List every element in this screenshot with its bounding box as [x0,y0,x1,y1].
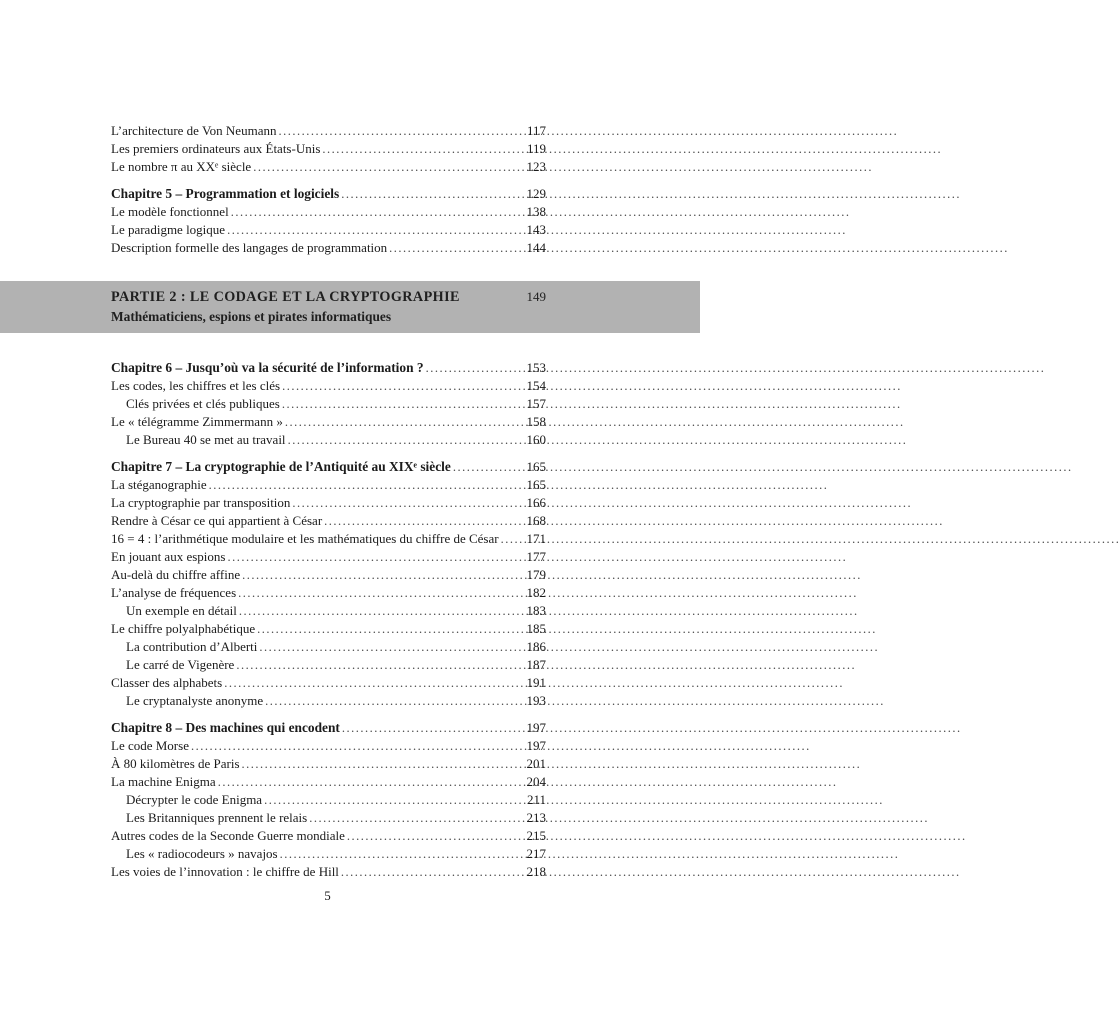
toc-entry-page-number: 197 [526,720,546,735]
toc-entry-page-number: 157 [526,396,546,411]
dot-leader [280,845,525,863]
part-page-number: 149 [526,289,546,304]
dot-leader [227,548,524,566]
dot-leader [238,584,524,602]
toc-entry-row [111,548,546,566]
dot-leader [341,185,524,203]
toc-entry-label: Autres codes de la Seconde Guerre mondiale [111,828,345,843]
toc-entry-page-number: 119 [526,141,546,156]
toc-entry-row [111,584,546,602]
dot-leader [324,512,524,530]
dot-leader [218,773,525,791]
dot-leader [253,158,524,176]
dot-leader [282,377,524,395]
dot-leader [236,656,524,674]
toc-entry-row [111,140,546,158]
toc-entry-label: La cryptographie par transposition [111,495,291,510]
toc-entry-label: Chapitre 7 – La cryptographie de l’Antiquité au XIXᵉ siècle [111,459,451,474]
toc-entry-page-number: 185 [526,621,546,636]
toc-entry-row [111,413,546,431]
toc-entry-page-number: 193 [526,693,546,708]
toc-entry-row [111,203,546,221]
toc-entry-row [111,755,546,773]
dot-leader [282,395,525,413]
toc-entry-page-number: 144 [526,240,546,255]
toc-entry-label: L’analyse de fréquences [111,585,237,600]
toc-entry-label: Chapitre 8 – Des machines qui encodent [111,720,340,735]
toc-entry-page-number: 165 [526,459,546,474]
toc-entry-label: Les voies de l’innovation : le chiffre de Hill [111,864,339,879]
dot-leader [239,602,525,620]
toc-entry-page-number: 201 [526,756,546,771]
toc-entry-label: Le modèle fonctionnel [111,204,229,219]
toc-entry-row [111,737,546,755]
toc-entry-page-number: 215 [526,828,546,843]
toc-group [111,185,546,257]
toc-entry-label: Clés privées et clés publiques [126,396,280,411]
toc-entry-label: Le chiffre polyalphabétique [111,621,256,636]
toc-entry-row [111,122,546,140]
toc-entry-label: Description formelle des langages de programmation [111,240,388,255]
toc-entry-page-number: 153 [526,360,546,375]
toc-entry-page-number: 165 [526,477,546,492]
toc-entry-label: La machine Enigma [111,774,216,789]
toc-entry-page-number: 186 [526,639,546,654]
dot-leader [242,566,524,584]
part-banner-title-row [111,287,546,307]
part-title: PARTIE 2 : LE CODAGE ET LA CRYPTOGRAPHIE [111,289,460,305]
toc-entry-page-number: 217 [526,846,546,861]
toc-entry-label: Le « télégramme Zimmermann » [111,414,283,429]
toc-chapter-row [111,458,546,476]
toc-entry-label: Chapitre 6 – Jusqu’où va la sécurité de l’information ? [111,360,424,375]
part-subtitle: Mathématiciens, espions et pirates informatiques [111,309,392,324]
toc-entry-label: Au-delà du chiffre affine [111,567,241,582]
toc-entry-row [111,377,546,395]
toc-group [111,719,546,881]
toc-entry-page-number: 182 [526,585,546,600]
toc-entry-page-number: 166 [526,495,546,510]
toc-entry-page-number: 177 [526,549,546,564]
toc-entry-page-number: 129 [526,186,546,201]
toc-entry-label: L’architecture de Von Neumann [111,123,277,138]
toc-entry-page-number: 204 [526,774,546,789]
toc-entry-page-number: 213 [526,810,546,825]
toc-entry-page-number: 218 [526,864,546,879]
toc-entry-row [111,602,546,620]
toc-entry-row [111,656,546,674]
toc-group [111,122,546,176]
toc-entry-row [111,620,546,638]
toc-entry-label: Le Bureau 40 se met au travail [126,432,286,447]
toc-entry-row [111,773,546,791]
toc-entry-row [111,692,546,710]
dot-leader [257,620,524,638]
dot-leader [342,719,525,737]
toc-entry-row [111,566,546,584]
toc-entry-row [111,845,546,863]
dot-leader [453,458,525,476]
toc-entry-label: En jouant aux espions [111,549,226,564]
toc-entry-label: La contribution d’Alberti [126,639,258,654]
toc-entry-row [111,158,546,176]
toc-entry-label: Décrypter le code Enigma [126,792,263,807]
toc-entry-row [111,827,546,845]
dot-leader [285,413,525,431]
dot-leader [265,692,524,710]
toc-entry-label: Le nombre π au XXᵉ siècle [111,159,252,174]
dot-leader [209,476,525,494]
dot-leader [264,791,525,809]
toc-entry-row [111,476,546,494]
dot-leader [322,140,525,158]
toc-entry-label: Le code Morse [111,738,189,753]
toc-entry-page-number: 158 [526,414,546,429]
toc-group [111,458,546,710]
toc-entry-row [111,863,546,881]
toc-entry-label: Un exemple en détail [126,603,237,618]
dot-leader [426,359,525,377]
toc-entry-row [111,494,546,512]
dot-leader [231,203,525,221]
toc-entry-page-number: 171 [526,531,546,546]
toc-entry-label: Le paradigme logique [111,222,226,237]
dot-leader [389,239,524,257]
toc-entry-page-number: 179 [526,567,546,582]
toc-group [111,359,546,449]
toc-chapter-row [111,719,546,737]
toc-entry-label: Rendre à César ce qui appartient à César [111,513,323,528]
toc-entry-row [111,395,546,413]
dot-leader [292,494,524,512]
toc-entry-label: Les Britanniques prennent le relais [126,810,308,825]
toc-entry-page-number: 154 [526,378,546,393]
toc-entry-page-number: 168 [526,513,546,528]
dot-leader [191,737,525,755]
toc-entry-label: Les codes, les chiffres et les clés [111,378,281,393]
toc-entry-row [111,674,546,692]
toc-entry-label: La stéganographie [111,477,207,492]
dot-leader [341,863,525,881]
toc-entry-page-number: 160 [526,432,546,447]
dot-leader [227,221,524,239]
toc-chapter-row [111,185,546,203]
toc-entry-page-number: 138 [526,204,546,219]
toc-entry-row [111,431,546,449]
toc-entry-page-number: 187 [526,657,546,672]
toc-entry-page-number: 143 [526,222,546,237]
toc-block-bottom [111,359,546,881]
toc-entry-label: Le cryptanalyste anonyme [126,693,264,708]
toc-entry-row [111,638,546,656]
toc-entry-row [111,530,546,548]
toc-entry-row [111,791,546,809]
toc-entry-row [111,221,546,239]
toc-chapter-row [111,359,546,377]
dot-leader [288,431,525,449]
toc-entry-label: 16 = 4 : l’arithmétique modulaire et les mathématiques du chiffre de César [111,531,499,546]
dot-leader [501,530,525,548]
toc-entry-label: Le carré de Vigenère [126,657,235,672]
toc-entry-page-number: 183 [526,603,546,618]
dot-leader [347,827,525,845]
page-number: 5 [324,888,331,903]
toc-entry-page-number: 211 [526,792,546,807]
dot-leader [259,638,524,656]
toc-entry-row [111,239,546,257]
toc-entry-label: À 80 kilomètres de Paris [111,756,240,771]
dot-leader [309,809,524,827]
toc-entry-row [111,512,546,530]
dot-leader [242,755,525,773]
toc-entry-label: Les premiers ordinateurs aux États-Unis [111,141,321,156]
toc-entry-label: Chapitre 5 – Programmation et logiciels [111,186,340,201]
toc-entry-page-number: 191 [526,675,546,690]
toc-block-top [111,0,546,257]
dot-leader [278,122,525,140]
dot-leader [224,674,524,692]
toc-entry-label: Classer des alphabets [111,675,223,690]
part-banner [0,281,700,333]
toc-entry-row [111,809,546,827]
toc-entry-page-number: 197 [526,738,546,753]
toc-entry-page-number: 117 [526,123,546,138]
toc-entry-label: Les « radiocodeurs » navajos [126,846,278,861]
toc-entry-page-number: 123 [526,159,546,174]
